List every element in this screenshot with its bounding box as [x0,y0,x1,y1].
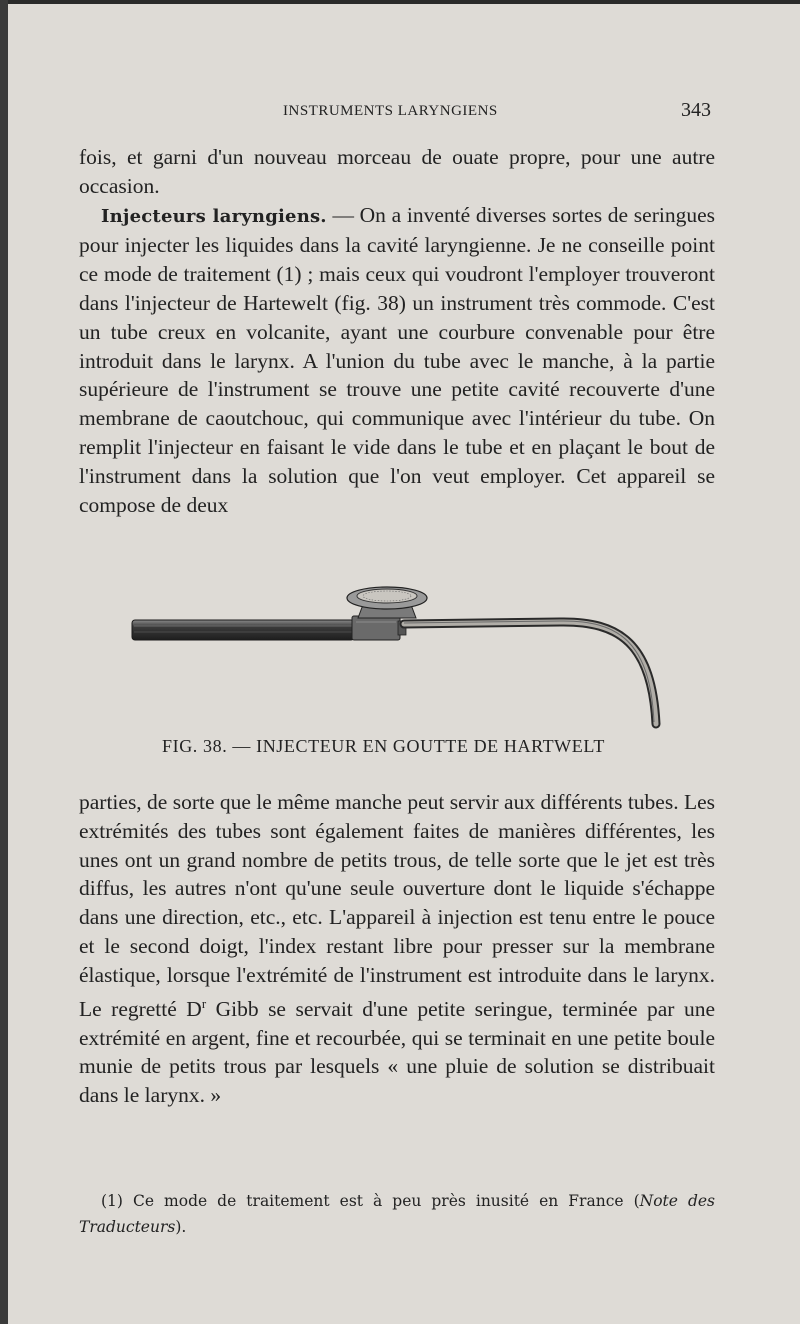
scan-edge [0,0,8,1324]
header-title: INSTRUMENTS LARYNGIENS [283,103,498,119]
page-number: 343 [681,99,711,121]
continued-paragraph [79,788,715,1110]
figure-caption: FIG. 38. — INJECTEUR EN GOUTTE DE HARTWELT [162,736,605,756]
body-text-top [79,143,715,519]
footnote-text: (1) Ce mode de traitement est à peu près inusité en France ( [101,1192,640,1210]
footnote-paragraph [79,1188,715,1240]
footnote-italic-note: Note des Traducteurs [79,1192,715,1236]
figure-injector [120,574,680,744]
doctor-superscript: r [201,996,207,1011]
footnote [79,1188,715,1240]
section-label: Injecteurs laryngiens. [101,205,327,227]
continuation-paragraph: fois, et garni d'un nouveau morceau de ouate propre, pour une autre occasion. [79,145,715,198]
injector-tube [404,621,656,724]
text-before-superscript: parties, de sorte que le même manche peut servir aux différents tubes. Les extrémités des tubes sont également faites de manières différentes, les unes ont un grand nombre de petits trous, de telle sorte que le jet est très diffus, les autres n'ont qu'une seule ouverture dont le liquide s'échappe dans une direction, etc., etc. L'appareil à injection est tenu entre le pouce et le second doigt, l'index restant libre pour presser sur la membrane élastique, lorsque l'extrémité de l'instrument est introduite dans le larynx. Le regretté D [79,790,716,1021]
membrane-cup [347,587,427,618]
injector-collar [352,616,406,640]
injector-handle [132,620,354,640]
running-header [280,99,715,127]
footnote-closing: ). [175,1218,187,1236]
text-after-superscript: Gibb se servait d'une petite seringue, terminée par une extrémité en argent, fine et recourbée, qui se terminait en une petite boule munie de petits trous par lesquels « une pluie de solution se distribuait dans le larynx. » [79,996,715,1108]
section-text: — On a inventé diverses sortes de seringues pour injecter les liquides dans la cavité laryngienne. Je ne conseille point ce mode de traitement (1) ; mais ceux qui voudront l'employer trouveront dans l'injecteur de Hartewelt (fig. 38) un instrument très commode. C'est un tube creux en volcanite, ayant une courbure convenable pour être introduit dans le larynx. A l'union du tube avec le manche, à la partie supérieure de l'instrument se trouve une petite cavité recouverte d'une membrane de caoutchouc, qui communique avec l'intérieur du tube. On remplit l'injecteur en faisant le vide dans le tube et en plaçant le bout de l'instrument dans la solution que l'on veut employer. Cet appareil se compose de deux [79,202,715,517]
section-paragraph [79,201,715,520]
body-text-bottom [79,788,715,1110]
